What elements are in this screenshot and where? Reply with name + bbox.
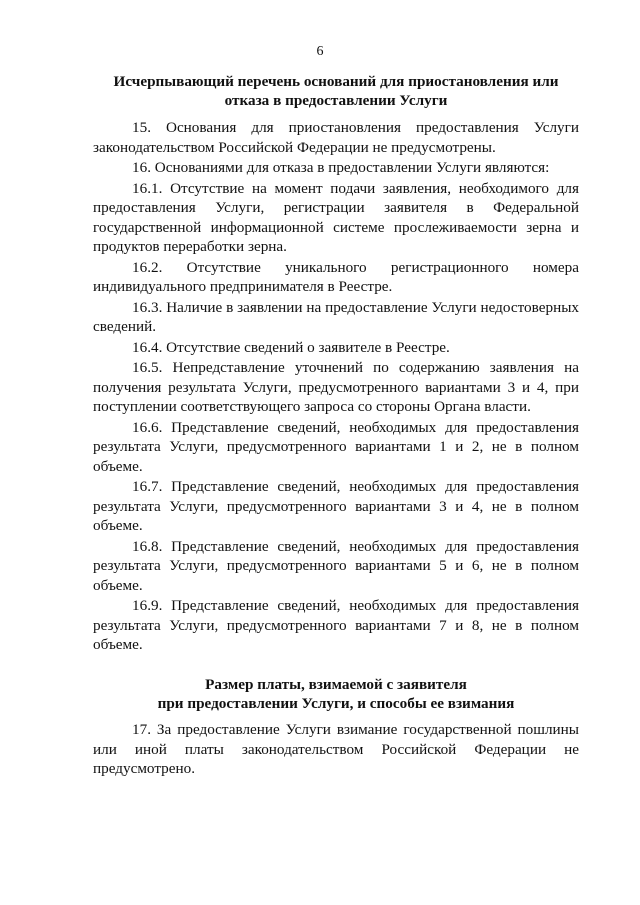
paragraph-16-3: 16.3. Наличие в заявлении на предоставление Услуги недостоверных сведений. [93, 298, 579, 335]
paragraph-16-1: 16.1. Отсутствие на момент подачи заявления, необходимого для предоставления Услуги, регистрации заявителя в Федеральной государственной информационной системе прослеживаемости зерна и продуктов переработки зерна. [93, 179, 579, 255]
section-heading-line: Размер платы, взимаемой с заявителя [205, 676, 467, 693]
section-heading-fee [93, 675, 579, 713]
paragraph-16-4: 16.4. Отсутствие сведений о заявителе в Реестре. [132, 338, 450, 356]
section-heading-line: Исчерпывающий перечень оснований для приостановления или [113, 73, 559, 90]
paragraph-16-2: 16.2. Отсутствие уникального регистрационного номера индивидуального предпринимателя в Реестре. [93, 258, 579, 295]
paragraph-16-7: 16.7. Представление сведений, необходимых для предоставления результата Услуги, предусмотренного вариантами 3 и 4, не в полном объеме. [93, 478, 579, 534]
page-number: 6 [316, 44, 324, 59]
paragraph-16: 16. Основаниями для отказа в предоставлении Услуги являются: [132, 159, 550, 176]
section-heading-line: при предоставлении Услуги, и способы ее взимания [157, 695, 515, 712]
paragraph-15: 15. Основания для приостановления предоставления Услуги законодательством Российской Федерации не предусмотрены. [93, 119, 579, 156]
paragraph-16-5: 16.5. Непредставление уточнений по содержанию заявления на получения результата Услуги, предусмотренного вариантами 3 и 4, при поступлении соответствующего запроса со стороны Органа власти. [93, 359, 579, 415]
paragraph-17: 17. За предоставление Услуги взимание государственной пошлины или иной платы законодательством Российской Федерации не предусмотрено. [93, 721, 579, 777]
section-heading-suspension-refusal [93, 72, 579, 110]
paragraph-16-8: 16.8. Представление сведений, необходимых для предоставления результата Услуги, предусмотренного вариантами 5 и 6, не в полном объеме. [93, 537, 579, 594]
section-body-suspension-refusal [93, 118, 579, 655]
section-body-fee [93, 720, 579, 779]
section-heading-line: отказа в предоставлении Услуги [224, 92, 448, 109]
paragraph-16-9: 16.9. Представление сведений, необходимых для предоставления результата Услуги, предусмотренного вариантами 7 и 8, не в полном объеме. [93, 597, 579, 653]
paragraph-16-6: 16.6. Представление сведений, необходимых для предоставления результата Услуги, предусмотренного вариантами 1 и 2, не в полном объеме. [93, 418, 579, 475]
